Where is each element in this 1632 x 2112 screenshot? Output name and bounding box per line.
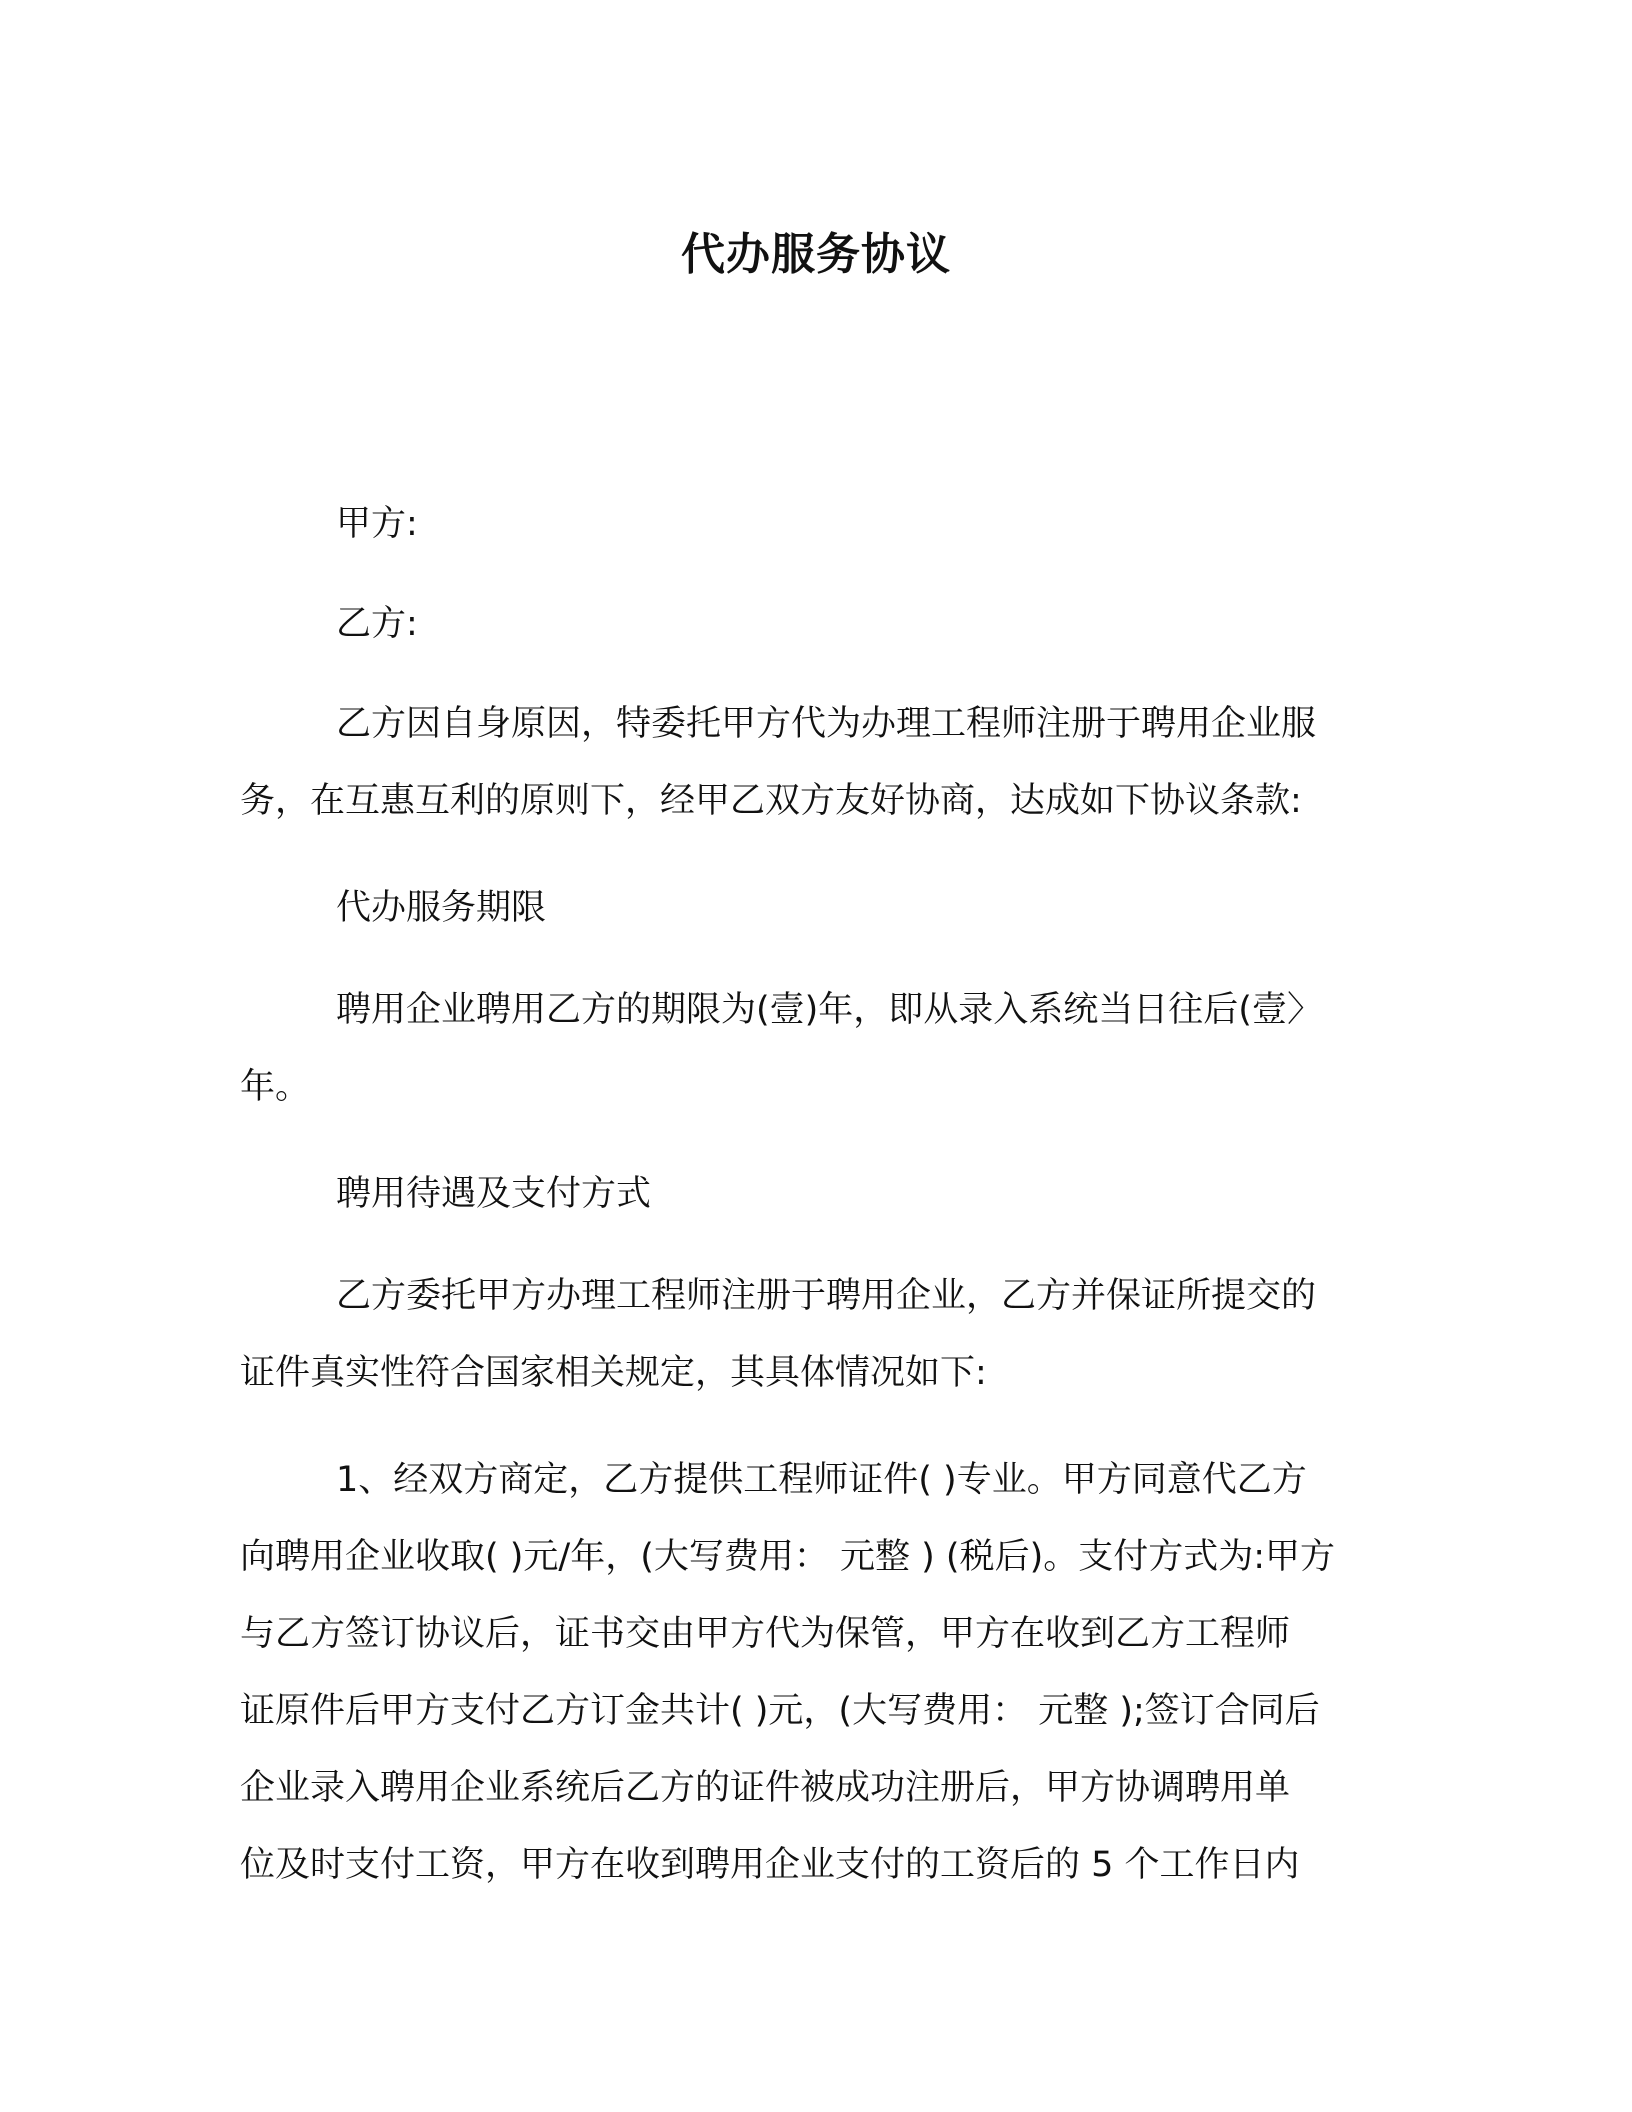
- term-paragraph: [240, 972, 1375, 1126]
- term-line-1: 聘用企业聘用乙方的期限为(壹)年，即从录入系统当日往后(壹〉: [336, 990, 1322, 1030]
- section-term-heading: 代办服务期限: [336, 888, 547, 928]
- intro-paragraph: [240, 686, 1375, 840]
- document-title: 代办服务协议: [681, 229, 951, 280]
- intro-line-2: 务，在互惠互利的原则下，经甲乙双方友好协商，达成如下协议条款:: [240, 781, 1302, 821]
- term-line-2: 年。: [240, 1067, 311, 1107]
- pay-intro-line-2: 证件真实性符合国家相关规定，其具体情况如下:: [240, 1353, 987, 1393]
- clause1-line-1: 1、经双方商定，乙方提供工程师证件( )专业。甲方同意代乙方: [336, 1460, 1307, 1500]
- intro-line-1: 乙方因自身原因，特委托甲方代为办理工程师注册于聘用企业服: [336, 704, 1317, 744]
- clause-1-paragraph: [240, 1442, 1375, 1904]
- clause1-line-6: 位及时支付工资，甲方在收到聘用企业支付的工资后的 5 个工作日内: [240, 1845, 1300, 1885]
- clause1-line-5: 企业录入聘用企业系统后乙方的证件被成功注册后，甲方协调聘用单: [240, 1768, 1291, 1808]
- party-a-label: 甲方:: [336, 504, 418, 544]
- pay-intro-line-1: 乙方委托甲方办理工程师注册于聘用企业，乙方并保证所提交的: [336, 1276, 1317, 1316]
- clause1-line-3: 与乙方签订协议后，证书交由甲方代为保管，甲方在收到乙方工程师: [240, 1614, 1291, 1654]
- party-b-label: 乙方:: [336, 604, 418, 644]
- pay-intro-paragraph: [240, 1258, 1375, 1412]
- section-pay-heading: 聘用待遇及支付方式: [336, 1174, 652, 1214]
- clause1-line-4: 证原件后甲方支付乙方订金共计( )元，(大写费用： 元整 );签订合同后: [240, 1691, 1320, 1731]
- clause1-line-2: 向聘用企业收取( )元/年，(大写费用： 元整 ) (税后)。支付方式为:甲方: [240, 1537, 1336, 1577]
